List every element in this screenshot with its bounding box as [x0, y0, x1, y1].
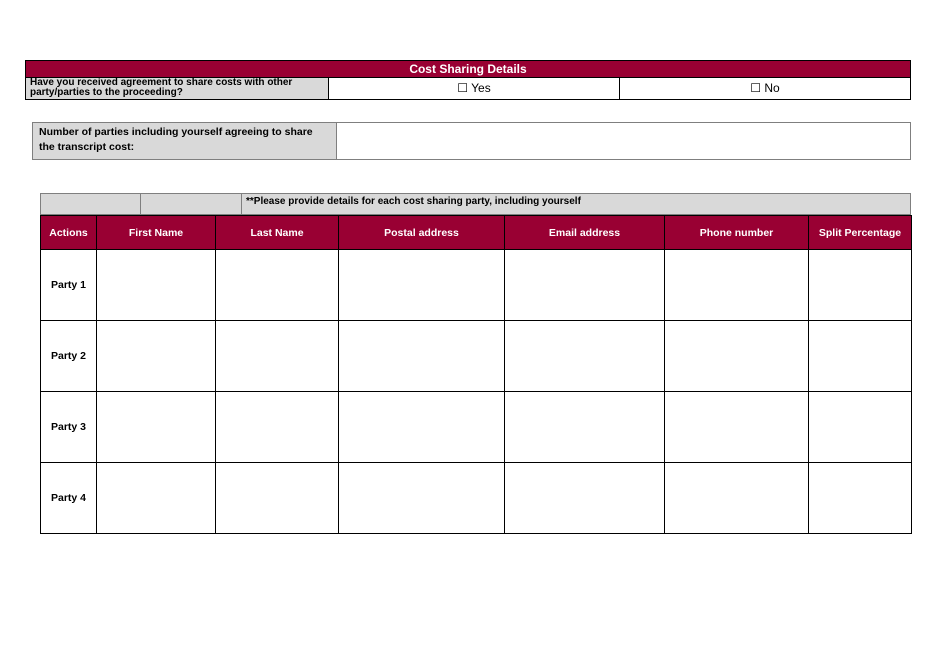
split-percentage-field[interactable] [809, 321, 912, 392]
email-address-field[interactable] [505, 250, 665, 321]
no-checkbox[interactable]: ☐ No [619, 78, 910, 99]
split-percentage-field[interactable] [809, 250, 912, 321]
party-details-note-row [40, 193, 911, 215]
table-row [41, 321, 912, 392]
column-header-actions: Actions [41, 216, 97, 250]
blank-cell [141, 194, 242, 214]
blank-cell [41, 194, 141, 214]
parties-count-field[interactable] [337, 123, 910, 159]
email-address-field[interactable] [505, 463, 665, 534]
table-row [41, 392, 912, 463]
phone-number-field[interactable] [665, 392, 809, 463]
column-header-first-name: First Name [97, 216, 216, 250]
party-label: Party 3 [41, 392, 97, 463]
party-label: Party 2 [41, 321, 97, 392]
agreement-question: Have you received agreement to share costs with other party/parties to the proceeding? [26, 78, 329, 99]
party-details-section [40, 193, 911, 534]
column-header-split-percentage: Split Percentage [809, 216, 912, 250]
last-name-field[interactable] [216, 250, 339, 321]
last-name-field[interactable] [216, 392, 339, 463]
parties-count-row [32, 122, 911, 160]
split-percentage-field[interactable] [809, 392, 912, 463]
cost-sharing-section [25, 60, 911, 100]
phone-number-field[interactable] [665, 463, 809, 534]
postal-address-field[interactable] [339, 321, 505, 392]
table-row [41, 250, 912, 321]
table-row [41, 463, 912, 534]
column-header-email-address: Email address [505, 216, 665, 250]
split-percentage-field[interactable] [809, 463, 912, 534]
yes-checkbox[interactable]: ☐ Yes [457, 81, 491, 95]
first-name-field[interactable] [97, 392, 216, 463]
first-name-field[interactable] [97, 463, 216, 534]
phone-number-field[interactable] [665, 250, 809, 321]
party-table [40, 215, 912, 534]
section-title: Cost Sharing Details [25, 60, 911, 78]
party-label: Party 4 [41, 463, 97, 534]
email-address-field[interactable] [505, 321, 665, 392]
column-header-phone-number: Phone number [665, 216, 809, 250]
column-header-last-name: Last Name [216, 216, 339, 250]
column-header-postal-address: Postal address [339, 216, 505, 250]
parties-count-label: Number of parties including yourself agreeing to share the transcript cost: [33, 123, 337, 159]
postal-address-field[interactable] [339, 463, 505, 534]
email-address-field[interactable] [505, 392, 665, 463]
party-label: Party 1 [41, 250, 97, 321]
first-name-field[interactable] [97, 250, 216, 321]
postal-address-field[interactable] [339, 250, 505, 321]
postal-address-field[interactable] [339, 392, 505, 463]
phone-number-field[interactable] [665, 321, 809, 392]
agreement-question-row [25, 78, 911, 100]
last-name-field[interactable] [216, 463, 339, 534]
party-details-note: **Please provide details for each cost sharing party, including yourself [246, 196, 581, 207]
last-name-field[interactable] [216, 321, 339, 392]
table-header-row [41, 216, 912, 250]
first-name-field[interactable] [97, 321, 216, 392]
